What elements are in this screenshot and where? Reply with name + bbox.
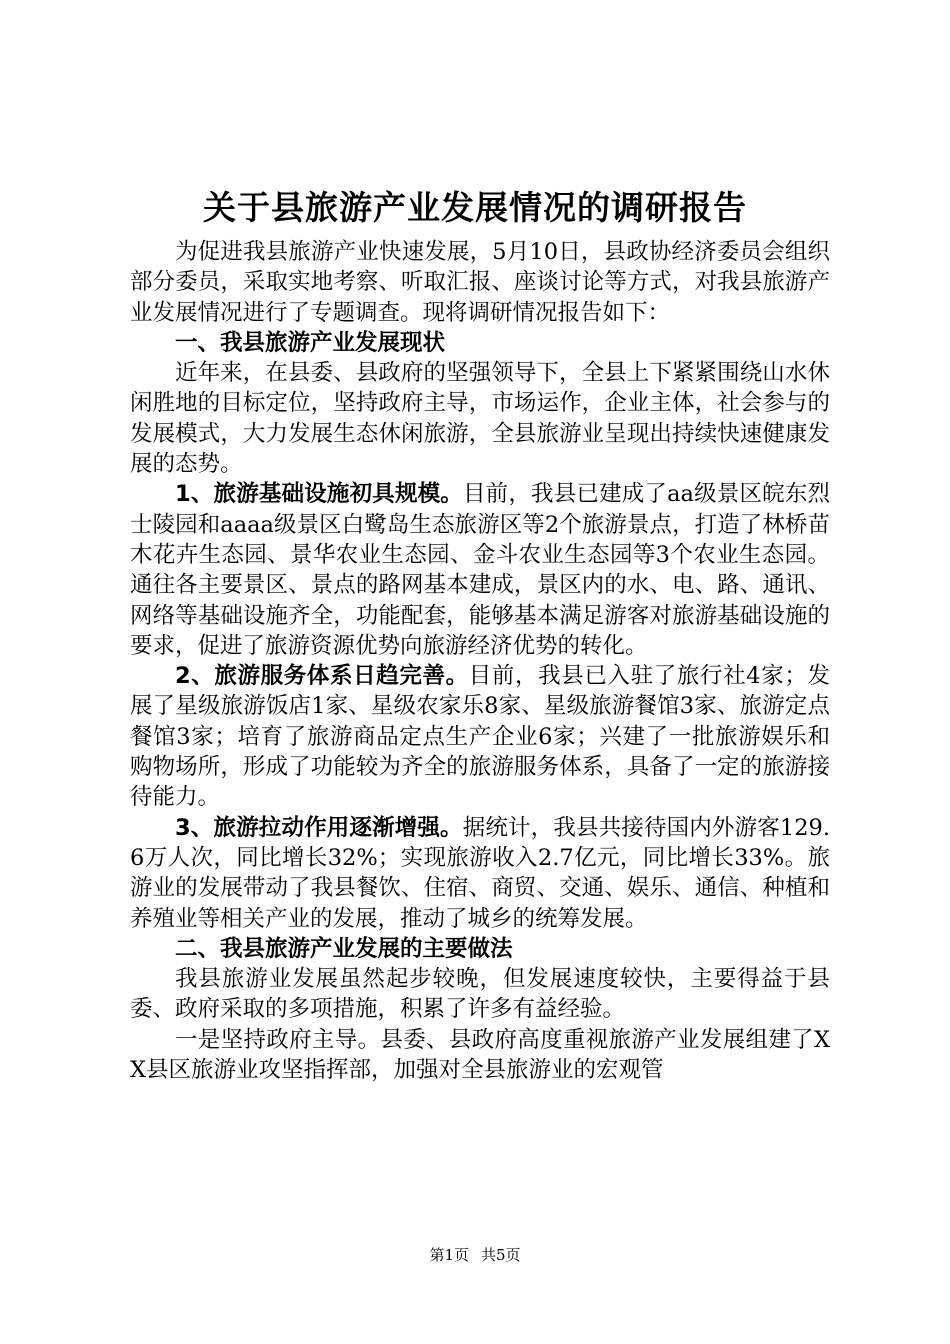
section-heading-2: 二、我县旅游产业发展的主要做法 [175, 935, 513, 962]
intro-paragraph: 为促进我县旅游产业快速发展，5月10日，县政协经济委员会组织部分委员，采取实地考察、听取汇报、座谈讨论等方式，对我县旅游产业发展情况进行了专题调查。现将调研情况报告如下： [130, 239, 830, 326]
document-body [130, 237, 830, 1085]
section1-paragraph: 近年来，在县委、县政府的坚强领导下，全县上下紧紧围绕山水休闲胜地的目标定位，坚持政府主导，市场运作，企业主体，社会参与的发展模式，大力发展生态休闲旅游，全县旅游业呈现出持续快速健康发展的态势。 [130, 360, 830, 478]
item-1-text: 目前，我县已建成了aa级景区皖东烈士陵园和aaaa级景区白鹭岛生态旅游区等2个旅游景点，打造了林桥苗木花卉生态园、景华农业生态园、金斗农业生态园等3个农业生态园。通往各主要景区、景点的路网基本建成，景区内的水、电、路、通讯、网络等基础设施齐全，功能配套，能够基本满足游客对旅游基础设施的要求，促进了旅游资源优势向旅游经济优势的转化。 [130, 481, 830, 659]
section1-item-1 [130, 479, 830, 661]
section1-item-2 [130, 661, 830, 812]
page-footer [0, 1245, 950, 1265]
item-3-lead: 3、旅游拉动作用逐渐增强。 [175, 814, 463, 841]
item-1-lead: 1、旅游基础设施初具规模。 [175, 481, 463, 508]
section2-paragraph-1: 我县旅游业发展虽然起步较晚，但发展速度较快，主要得益于县委、政府采取的多项措施，积累了许多有益经验。 [130, 966, 830, 1023]
document-title: 关于县旅游产业发展情况的调研报告 [203, 188, 747, 227]
section1-item-3 [130, 813, 830, 934]
section-heading-1: 一、我县旅游产业发展现状 [175, 329, 446, 356]
item-2-lead: 2、旅游服务体系日趋完善。 [175, 663, 469, 690]
page-number: 第1页 [429, 1246, 469, 1264]
section2-paragraph-2: 一是坚持政府主导。县委、县政府高度重视旅游产业发展组建了XX县区旅游业攻坚指挥部，加强对全县旅游业的宏观管 [130, 1026, 830, 1084]
item-3-text: 据统计，我县共接待国内外游客129.6万人次，同比增长32%；实现旅游收入2.7亿元，同比增长33%。旅游业的发展带动了我县餐饮、住宿、商贸、交通、娱乐、通信、种植和养殖业等相关产业的发展，推动了城乡的统筹发展。 [130, 814, 830, 932]
item-2-text: 目前，我县已入驻了旅行社4家；发展了星级旅游饭店1家、星级农家乐8家、星级旅游餐馆3家、旅游定点餐馆3家；培育了旅游商品定点生产企业6家；兴建了一批旅游娱乐和购物场所，形成了功能较为齐全的旅游服务体系，具备了一定的旅游接待能力。 [130, 663, 830, 811]
page-total: 共5页 [481, 1246, 521, 1264]
